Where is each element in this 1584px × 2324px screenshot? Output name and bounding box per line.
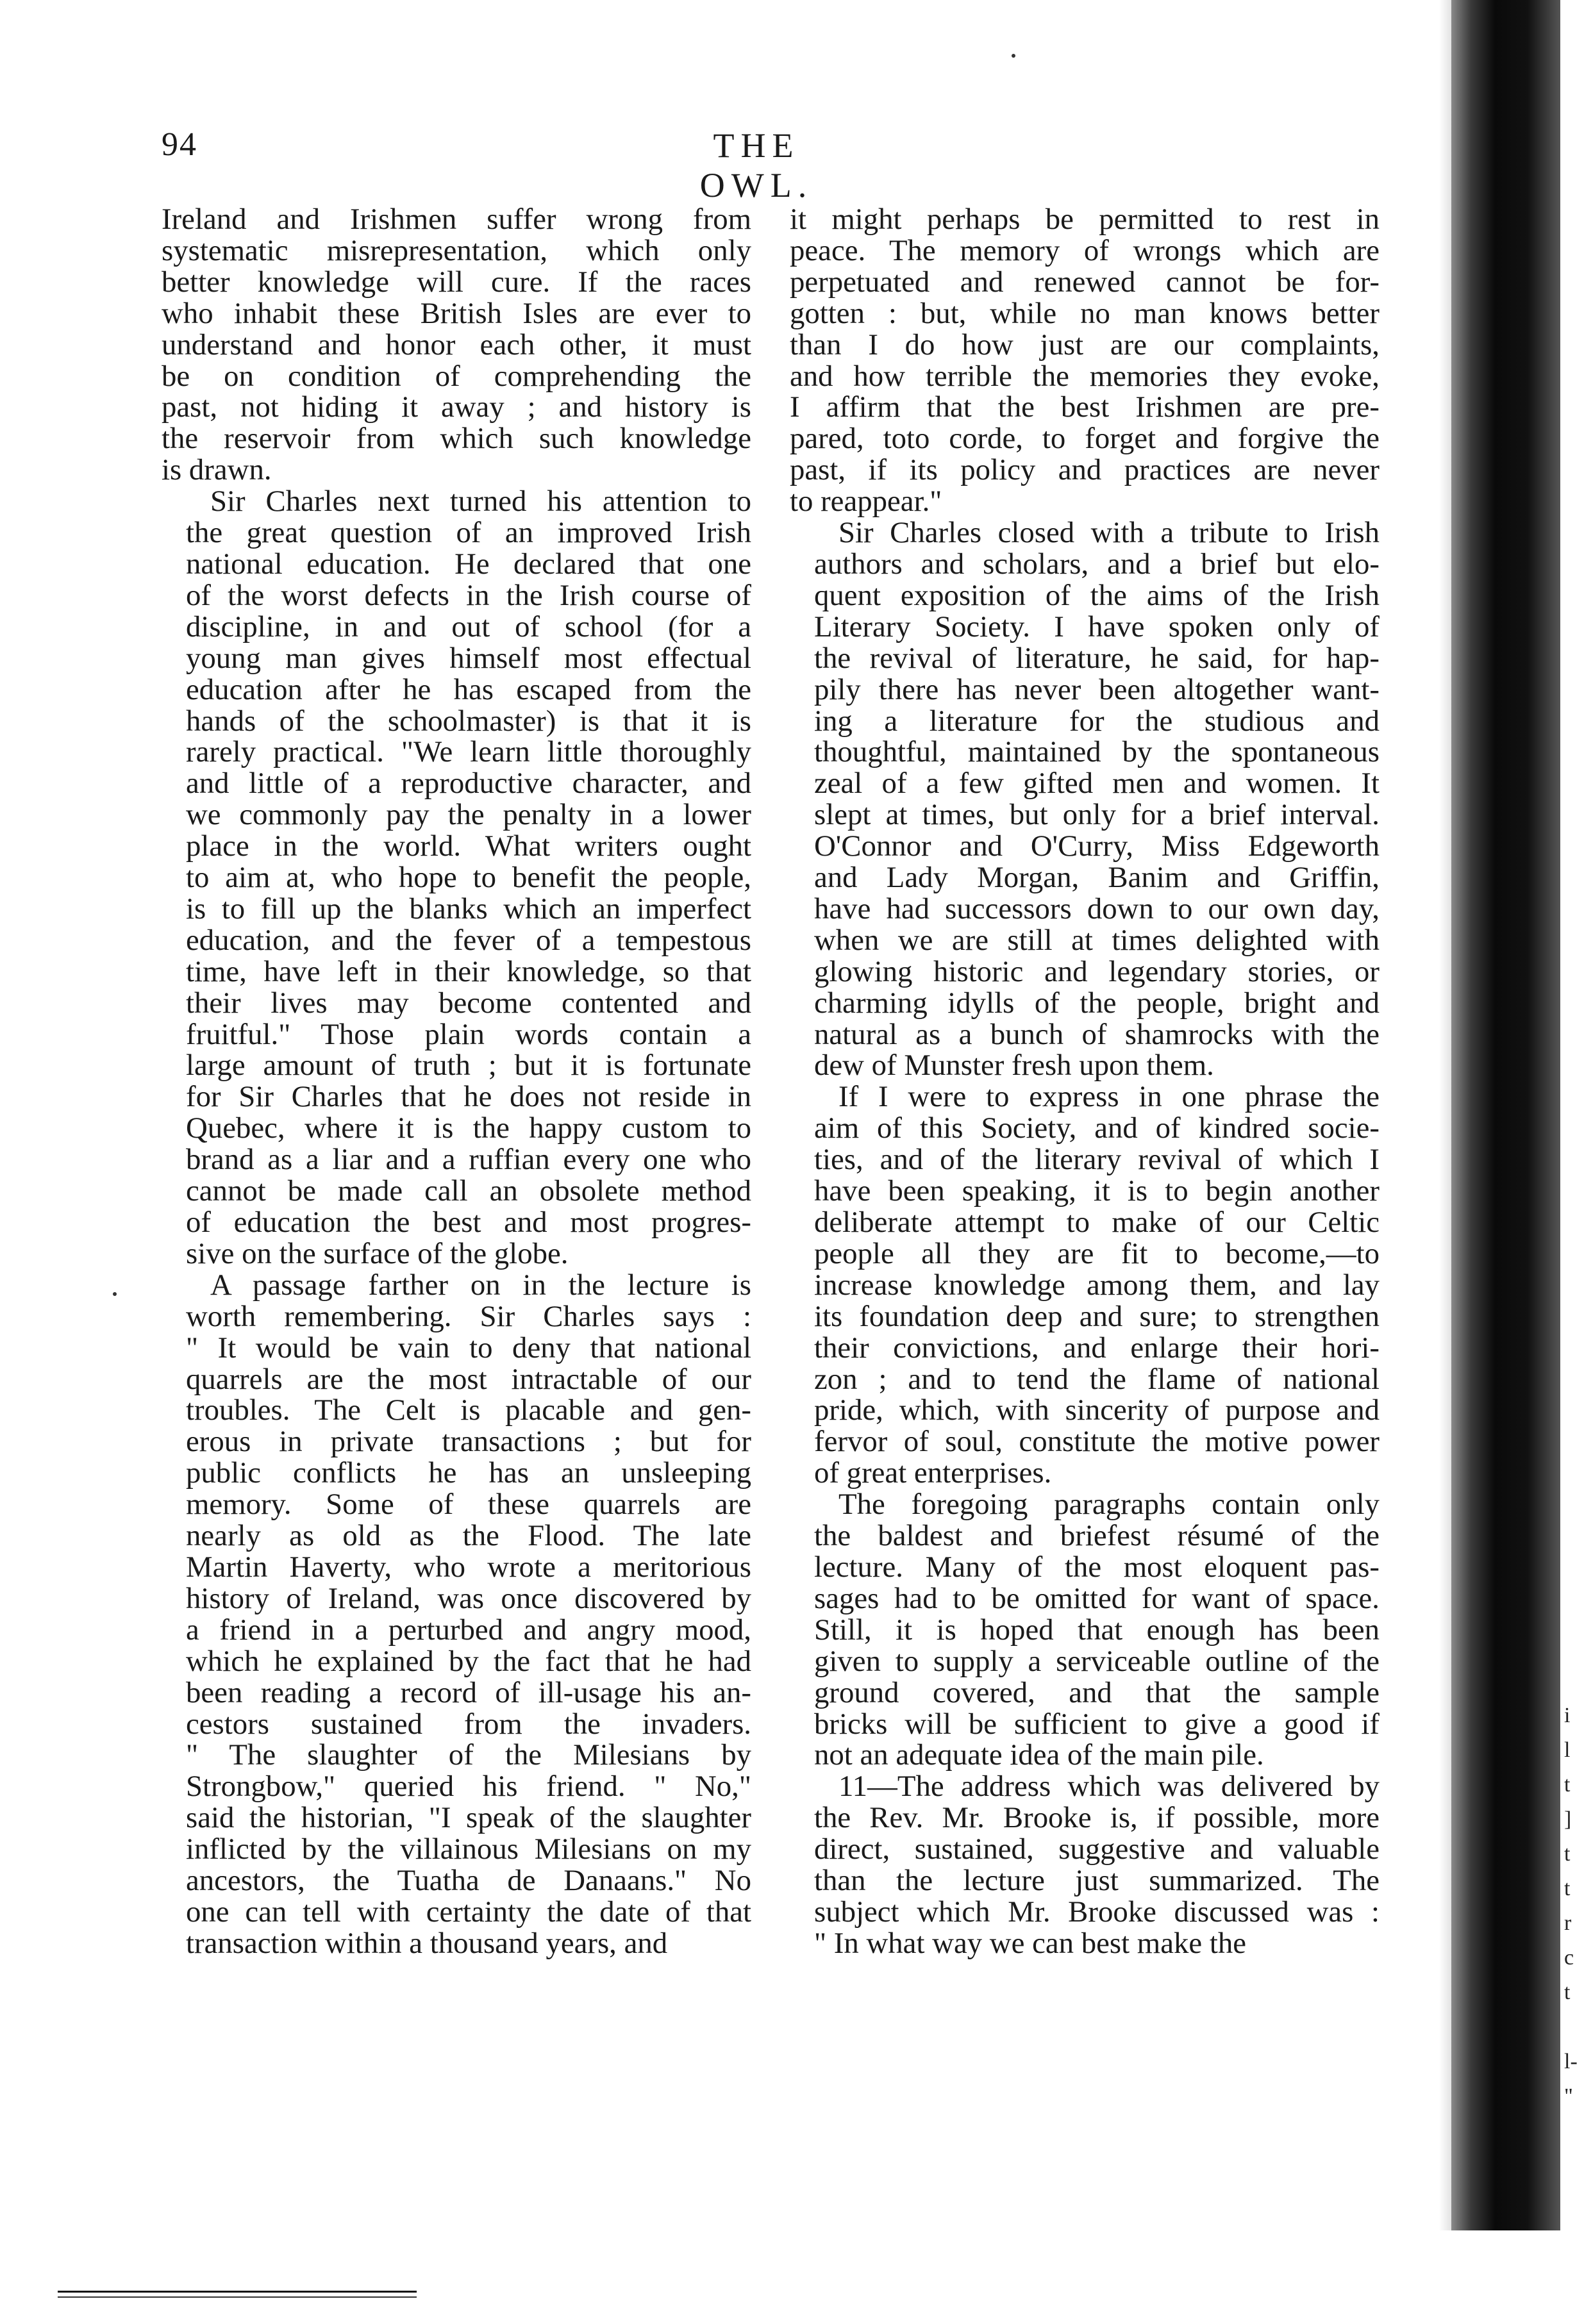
text-line: said the historian, "I speak of the slaughter bbox=[186, 1801, 751, 1835]
text-line: than the lecture just summarized. The bbox=[814, 1864, 1380, 1898]
text-line: slept at times, but only for a brief interval. bbox=[814, 798, 1380, 832]
paragraph bbox=[790, 517, 1380, 1081]
text-line: which he explained by the fact that he had bbox=[186, 1644, 751, 1678]
text-line: Still, it is hoped that enough has been bbox=[814, 1613, 1380, 1647]
margin-mark: l bbox=[1564, 1738, 1571, 1762]
text-line: hands of the schoolmaster) is that it is bbox=[186, 704, 751, 738]
right-text-column bbox=[790, 204, 1380, 1959]
text-line: systematic misrepresentation, which only bbox=[162, 233, 751, 267]
text-line: the Rev. Mr. Brooke is, if possible, more bbox=[814, 1801, 1380, 1835]
text-line: fervor of soul, constitute the motive power bbox=[814, 1425, 1380, 1459]
text-line: of great enterprises. bbox=[814, 1456, 1052, 1490]
text-line: their lives may become contented and bbox=[186, 986, 751, 1020]
text-line: cannot be made call an obsolete method bbox=[186, 1174, 751, 1208]
text-line: quarrels are the most intractable of our bbox=[186, 1362, 751, 1396]
text-line: " The slaughter of the Milesians by bbox=[186, 1738, 751, 1772]
text-line: fruitful." Those plain words contain a bbox=[186, 1017, 751, 1051]
text-line: of the worst defects in the Irish course of bbox=[186, 578, 751, 612]
text-line: and little of a reproductive character, and bbox=[186, 767, 751, 801]
facing-page-margin-marks bbox=[1564, 1698, 1583, 2114]
margin-mark bbox=[1564, 2010, 1583, 2045]
text-line: Sir Charles closed with a tribute to Irish bbox=[838, 516, 1380, 550]
text-line: aim of this Society, and of kindred socie- bbox=[814, 1111, 1380, 1145]
text-line: and how terrible the memories they evoke, bbox=[790, 359, 1380, 393]
text-line: direct, sustained, suggestive and valuable bbox=[814, 1832, 1380, 1866]
text-line: " In what way we can best make the bbox=[814, 1926, 1247, 1960]
page-header bbox=[0, 126, 1584, 204]
text-line: zon ; and to tend the flame of national bbox=[814, 1362, 1380, 1396]
margin-mark: t bbox=[1564, 1842, 1571, 1866]
text-line: large amount of truth ; but it is fortunate bbox=[186, 1049, 751, 1083]
text-line: their convictions, and enlarge their hori- bbox=[814, 1331, 1380, 1365]
text-line: the baldest and briefest résumé of the bbox=[814, 1519, 1380, 1553]
running-title: THE OWL. bbox=[699, 126, 813, 204]
text-line: If I were to express in one phrase the bbox=[838, 1080, 1380, 1114]
text-line: charming idylls of the people, bright and bbox=[814, 986, 1380, 1020]
paragraph bbox=[790, 1489, 1380, 1771]
text-line: Literary Society. I have spoken only of bbox=[814, 610, 1380, 643]
text-line: 11—The address which was delivered by bbox=[838, 1770, 1380, 1804]
text-line: past, not hiding it away ; and history is bbox=[162, 390, 751, 424]
margin-mark: r bbox=[1564, 1911, 1572, 1935]
text-line: thoughtful, maintained by the spontaneous bbox=[814, 735, 1380, 769]
text-line: nearly as old as the Flood. The late bbox=[186, 1519, 751, 1553]
margin-mark: t bbox=[1564, 1877, 1571, 1900]
text-line: Ireland and Irishmen suffer wrong from bbox=[162, 203, 751, 236]
paragraph bbox=[162, 204, 751, 486]
text-line: cestors sustained from the invaders. bbox=[186, 1707, 751, 1741]
left-text-column bbox=[162, 204, 751, 1959]
text-line: authors and scholars, and a brief but elo- bbox=[814, 547, 1380, 581]
text-line: brand as a liar and a ruffian every one who bbox=[186, 1143, 751, 1177]
text-line: for Sir Charles that he does not reside in bbox=[186, 1080, 751, 1114]
text-line: quent exposition of the aims of the Irish bbox=[814, 578, 1380, 612]
text-line: ground covered, and that the sample bbox=[814, 1675, 1380, 1709]
text-line: education, and the fever of a tempestous bbox=[186, 923, 751, 957]
text-line: ancestors, the Tuatha de Danaans." No bbox=[186, 1864, 751, 1898]
stray-ink-dot bbox=[1012, 54, 1015, 58]
text-line: O'Connor and O'Curry, Miss Edgeworth bbox=[814, 829, 1380, 863]
text-line: ties, and of the literary revival of which I bbox=[814, 1143, 1380, 1177]
text-line: gotten : but, while no man knows better bbox=[790, 296, 1380, 330]
margin-mark: l- bbox=[1564, 2050, 1578, 2073]
text-line: and Lady Morgan, Banim and Griffin, bbox=[814, 861, 1380, 895]
text-line: the great question of an improved Irish bbox=[186, 516, 751, 550]
text-line: troubles. The Celt is placable and gen- bbox=[186, 1393, 751, 1427]
text-line: sages had to be omitted for want of space. bbox=[814, 1581, 1380, 1615]
text-line: to reappear." bbox=[790, 485, 942, 519]
bottom-rule bbox=[58, 2291, 417, 2298]
text-line: pride, which, with sincerity of purpose and bbox=[814, 1393, 1380, 1427]
paragraph bbox=[790, 1081, 1380, 1489]
margin-mark: i bbox=[1564, 1704, 1571, 1727]
text-line: worth remembering. Sir Charles says : bbox=[186, 1299, 751, 1333]
text-line: Quebec, where it is the happy custom to bbox=[186, 1111, 751, 1145]
text-line: past, if its policy and practices are never bbox=[790, 453, 1380, 487]
text-line: understand and honor each other, it must bbox=[162, 328, 751, 361]
text-line: history of Ireland, was once discovered by bbox=[186, 1581, 751, 1615]
text-line: to aim at, who hope to benefit the people, bbox=[186, 861, 751, 895]
text-line: be on condition of comprehending the bbox=[162, 359, 751, 393]
text-line: it might perhaps be permitted to rest in bbox=[790, 203, 1380, 236]
text-line: A passage farther on in the lecture is bbox=[210, 1268, 751, 1302]
text-line: Sir Charles next turned his attention to bbox=[210, 485, 751, 519]
text-line: erous in private transactions ; but for bbox=[186, 1425, 751, 1459]
text-line: I affirm that the best Irishmen are pre- bbox=[790, 390, 1380, 424]
text-line: peace. The memory of wrongs which are bbox=[790, 233, 1380, 267]
text-line: lecture. Many of the most eloquent pas- bbox=[814, 1550, 1380, 1584]
paragraph bbox=[790, 204, 1380, 517]
text-line: " It would be vain to deny that national bbox=[186, 1331, 751, 1365]
book-binding-strip bbox=[1451, 0, 1560, 2230]
text-line: dew of Munster fresh upon them. bbox=[814, 1049, 1214, 1083]
text-line: have been speaking, it is to begin another bbox=[814, 1174, 1380, 1208]
margin-mark: c bbox=[1564, 1946, 1574, 1970]
text-line: when we are still at times delighted with bbox=[814, 923, 1380, 957]
text-line: rarely practical. "We learn little thoroughly bbox=[186, 735, 751, 769]
text-line: glowing historic and legendary stories, or bbox=[814, 954, 1380, 988]
paragraph bbox=[162, 486, 751, 1270]
text-line: zeal of a few gifted men and women. It bbox=[814, 767, 1380, 801]
text-line: given to supply a serviceable outline of the bbox=[814, 1644, 1380, 1678]
text-line: the revival of literature, he said, for hap- bbox=[814, 641, 1380, 675]
margin-mark: t bbox=[1564, 1773, 1571, 1797]
text-line: not an adequate idea of the main pile. bbox=[814, 1738, 1264, 1772]
text-line: inflicted by the villainous Milesians on my bbox=[186, 1832, 751, 1866]
text-line: one can tell with certainty the date of that bbox=[186, 1895, 751, 1929]
margin-mark: t bbox=[1564, 1980, 1571, 2004]
text-line: subject which Mr. Brooke discussed was : bbox=[814, 1895, 1380, 1929]
text-line: of education the best and most progres- bbox=[186, 1206, 751, 1239]
text-line: bricks will be sufficient to give a good if bbox=[814, 1707, 1380, 1741]
margin-mark: " bbox=[1564, 2084, 1573, 2108]
text-line: place in the world. What writers ought bbox=[186, 829, 751, 863]
text-line: discipline, in and out of school (for a bbox=[186, 610, 751, 643]
text-line: people all they are fit to become,—to bbox=[814, 1236, 1380, 1270]
text-line: increase knowledge among them, and lay bbox=[814, 1268, 1380, 1302]
text-line: deliberate attempt to make of our Celtic bbox=[814, 1206, 1380, 1239]
text-line: public conflicts he has an unsleeping bbox=[186, 1456, 751, 1490]
text-line: been reading a record of ill-usage his an- bbox=[186, 1675, 751, 1709]
text-line: have had successors down to our own day, bbox=[814, 892, 1380, 925]
text-line: a friend in a perturbed and angry mood, bbox=[186, 1613, 751, 1647]
text-line: time, have left in their knowledge, so that bbox=[186, 954, 751, 988]
text-line: than I do how just are our complaints, bbox=[790, 328, 1380, 361]
text-line: young man gives himself most effectual bbox=[186, 641, 751, 675]
text-line: transaction within a thousand years, and bbox=[186, 1926, 668, 1960]
text-line: is to fill up the blanks which an imperfect bbox=[186, 892, 751, 925]
text-line: is drawn. bbox=[162, 453, 272, 487]
margin-mark: ] bbox=[1564, 1807, 1572, 1831]
page-number: 94 bbox=[162, 126, 197, 163]
paragraph bbox=[162, 1270, 751, 1959]
text-line: education after he has escaped from the bbox=[186, 672, 751, 706]
stray-ink-dot bbox=[113, 1292, 117, 1296]
text-line: sive on the surface of the globe. bbox=[186, 1236, 569, 1270]
text-line: pily there has never been altogether want- bbox=[814, 672, 1380, 706]
text-line: The foregoing paragraphs contain only bbox=[838, 1488, 1380, 1522]
text-line: Martin Haverty, who wrote a meritorious bbox=[186, 1550, 751, 1584]
text-line: we commonly pay the penalty in a lower bbox=[186, 798, 751, 832]
text-line: who inhabit these British Isles are ever to bbox=[162, 296, 751, 330]
text-line: natural as a bunch of shamrocks with the bbox=[814, 1017, 1380, 1051]
text-line: its foundation deep and sure; to strengthen bbox=[814, 1299, 1380, 1333]
paragraph bbox=[790, 1771, 1380, 1959]
text-line: the reservoir from which such knowledge bbox=[162, 422, 751, 456]
text-line: national education. He declared that one bbox=[186, 547, 751, 581]
text-line: memory. Some of these quarrels are bbox=[186, 1488, 751, 1522]
text-line: perpetuated and renewed cannot be for- bbox=[790, 265, 1380, 299]
text-line: ing a literature for the studious and bbox=[814, 704, 1380, 738]
text-line: pared, toto corde, to forget and forgive the bbox=[790, 422, 1380, 456]
text-line: Strongbow," queried his friend. " No," bbox=[186, 1770, 751, 1804]
text-line: better knowledge will cure. If the races bbox=[162, 265, 751, 299]
